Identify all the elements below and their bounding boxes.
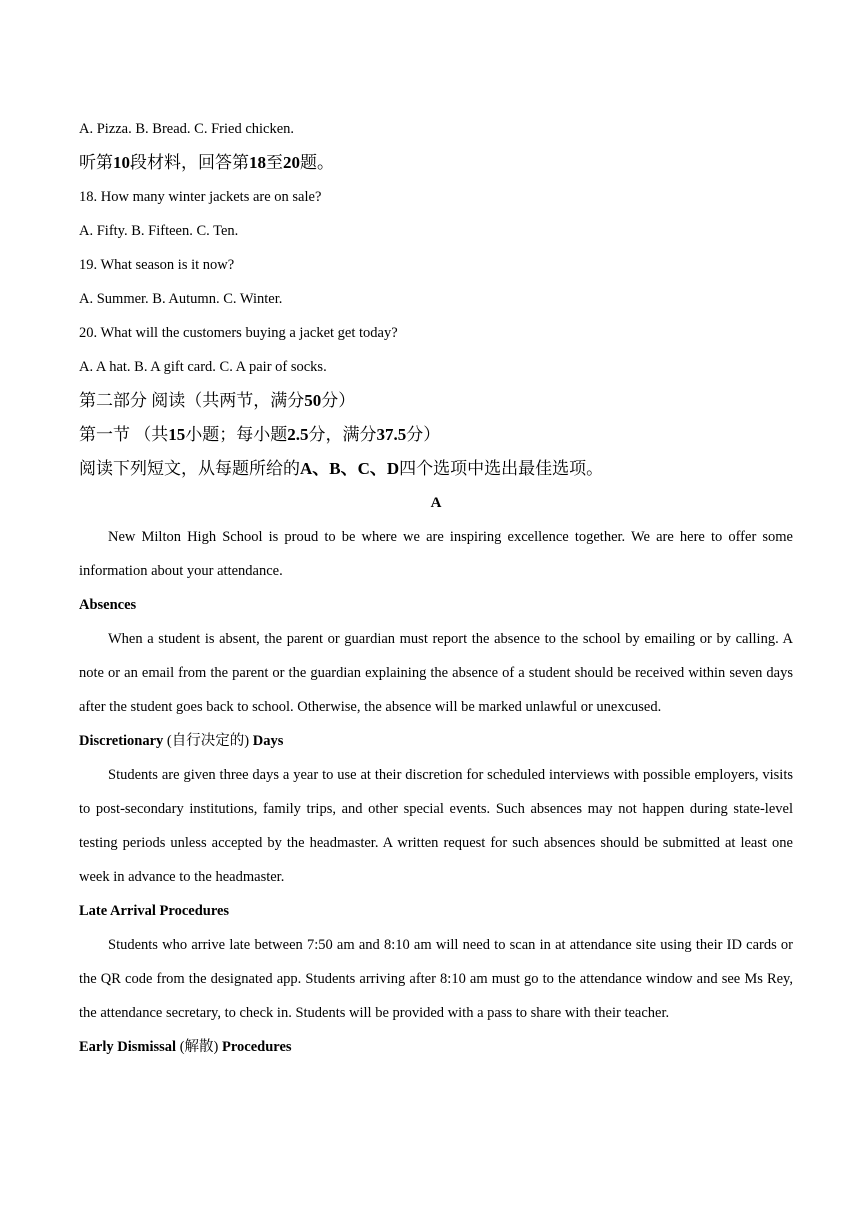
passage-label: A — [430, 495, 442, 511]
early-dismissal-heading — [79, 1030, 793, 1064]
instruction-a: 阅读下列短文，从每题所给的 — [79, 459, 300, 478]
section-10-prefix: 听第 — [79, 153, 113, 172]
section-one-a: 第一节 （共 — [79, 425, 169, 444]
section-10-to-word: 至 — [266, 153, 283, 172]
section-one-total: 37.5 — [376, 425, 407, 444]
early-heading-b: Procedures — [222, 1039, 292, 1055]
q19-options: A. Summer. B. Autumn. C. Winter. — [79, 291, 283, 307]
section-10-from: 18 — [249, 153, 266, 172]
section-one-each: 2.5 — [287, 425, 309, 444]
q17-options: A. Pizza. B. Bread. C. Fried chicken. — [79, 121, 295, 137]
part-two-title-b: 分） — [321, 391, 356, 410]
q20-options: A. A hat. B. A gift card. C. A pair of socks. — [79, 359, 327, 375]
passage-intro: New Milton High School is proud to be where we are inspiring excellence together. We are here to offer some information about your attendance. — [79, 529, 793, 579]
late-arrival-text: Students who arrive late between 7:50 am and 8:10 am will need to scan in at attendance site using their ID cards or the QR code from the designated app. Students arriving after 8:10 am must go to the attendance window and see Ms Rey, the attendance secretary, to check in. Students will be provided with a pass to share with their teacher. — [79, 937, 793, 1021]
reading-instruction — [79, 452, 793, 486]
discretionary-heading-a: Discretionary — [79, 733, 164, 749]
section-10-suffix: 题。 — [300, 153, 334, 172]
discretionary-heading-cn: (自行决定的) — [166, 733, 250, 749]
part-two-title-a: 第二部分 阅读（共两节，满分 — [79, 391, 305, 410]
q18-question: 18. How many winter jackets are on sale? — [79, 189, 322, 205]
early-heading-a: Early Dismissal — [79, 1039, 177, 1055]
instruction-b: 四个选项中选出最佳选项。 — [399, 459, 604, 478]
part-two-title — [79, 384, 793, 418]
section-one-title — [79, 418, 793, 452]
discretionary-text: Students are given three days a year to use at their discretion for scheduled interviews with possible employers, visits to post-secondary institutions, family trips, and other special events. Such absences may not happen during state-level testing periods unless accepted by the headmaster. A written request for such absences should be submitted at least one week in advance to the headmaster. — [79, 767, 793, 885]
section-10-instruction — [79, 146, 793, 180]
section-10-mid: 段材料，回答第 — [130, 153, 249, 172]
q18-options: A. Fifty. B. Fifteen. C. Ten. — [79, 223, 239, 239]
exam-page — [79, 112, 793, 1064]
instruction-options: A、B、C、D — [300, 459, 400, 478]
section-one-b: 小题；每小题 — [185, 425, 288, 444]
early-heading-cn: (解散) — [179, 1039, 219, 1055]
section-one-c: 分，满分 — [308, 425, 377, 444]
section-10-number: 10 — [113, 153, 130, 172]
late-arrival-heading: Late Arrival Procedures — [79, 903, 230, 919]
absences-heading: Absences — [79, 597, 137, 613]
section-10-to: 20 — [283, 153, 300, 172]
section-one-d: 分） — [406, 425, 441, 444]
q20-question: 20. What will the customers buying a jacket get today? — [79, 325, 398, 341]
absences-text: When a student is absent, the parent or guardian must report the absence to the school by emailing or by calling. A note or an email from the parent or the guardian explaining the absence of a student should be received within seven days after the student goes back to school. Otherwise, the absence will be marked unlawful or unexcused. — [79, 631, 793, 715]
q19-question: 19. What season is it now? — [79, 257, 235, 273]
discretionary-heading-b: Days — [252, 733, 284, 749]
section-one-count: 15 — [168, 425, 186, 444]
discretionary-heading — [79, 724, 793, 758]
part-two-score: 50 — [304, 391, 322, 410]
